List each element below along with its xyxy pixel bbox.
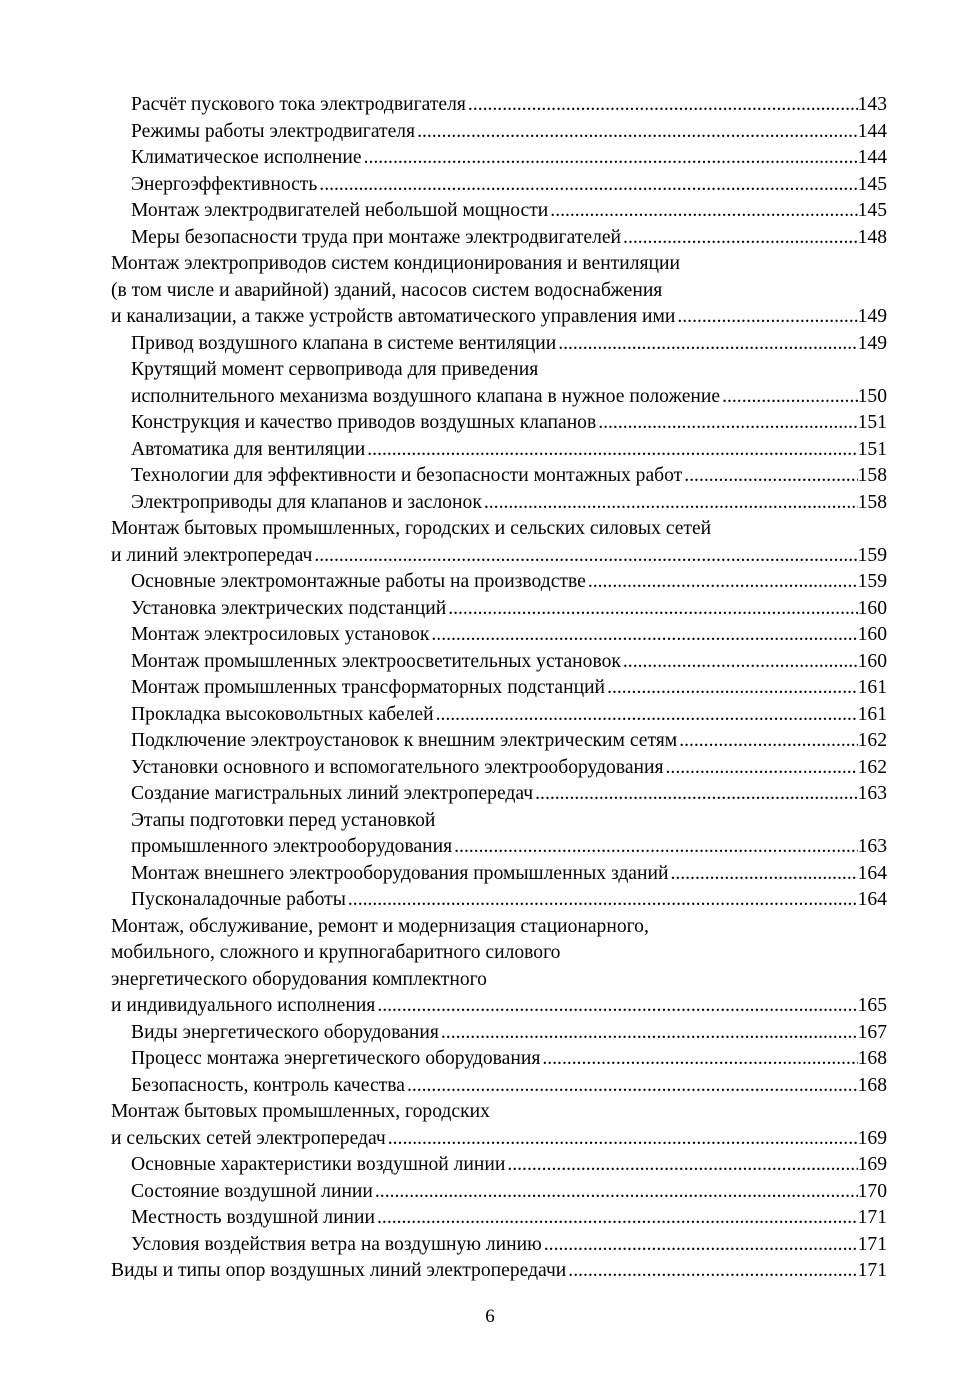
toc-entry-title-line: Виды и типы опор воздушных линий электропередачи xyxy=(111,1260,567,1281)
dot-leader xyxy=(386,1126,858,1153)
toc-entry-title-line: Монтаж электродвигателей небольшой мощности xyxy=(131,200,549,221)
toc-entry[interactable] xyxy=(111,622,887,649)
toc-page-number: 144 xyxy=(857,120,887,142)
toc-entry[interactable] xyxy=(111,755,887,782)
toc-entry[interactable] xyxy=(111,1205,887,1232)
toc-entry[interactable] xyxy=(111,781,887,808)
toc-entry-title-line: Установка электрических подстанций xyxy=(131,597,447,619)
toc-entry[interactable] xyxy=(111,92,887,119)
toc-entry-title-line: Основные электромонтажные работы на производстве xyxy=(131,571,586,592)
toc-page-number: 151 xyxy=(857,412,887,433)
toc-page-number: 168 xyxy=(857,1074,887,1096)
toc-page-number: 143 xyxy=(857,94,887,115)
toc-page-number: 165 xyxy=(857,995,887,1016)
toc-entry-title-line: Монтаж бытовых промышленных, городских xyxy=(111,1101,490,1122)
dot-leader xyxy=(621,649,858,676)
toc-page-number: 169 xyxy=(857,1127,887,1149)
toc-entry[interactable] xyxy=(111,1152,887,1179)
toc-page-number: 150 xyxy=(857,385,887,407)
toc-entry-title-line: Монтаж электроприводов систем кондиционирования и вентиляции xyxy=(111,253,680,274)
toc-page-number: 169 xyxy=(857,1154,887,1175)
toc-entry[interactable] xyxy=(111,331,887,358)
dot-leader xyxy=(439,1020,858,1047)
toc-entry[interactable] xyxy=(111,1046,887,1073)
toc-entry[interactable] xyxy=(111,1258,887,1285)
toc-entry-title-line: Основные характеристики воздушной линии xyxy=(131,1154,506,1175)
dot-leader xyxy=(677,728,857,755)
toc-entry-title-line: Монтаж электросиловых установок xyxy=(131,624,430,645)
toc-entry[interactable] xyxy=(111,914,887,1020)
toc-entry-title-line: Безопасность, контроль качества xyxy=(131,1074,405,1096)
dot-leader xyxy=(621,225,858,252)
toc-entry-title-line: (в том числе и аварийной) зданий, насосов систем водоснабжения xyxy=(111,279,663,301)
page-number: 6 xyxy=(485,1306,495,1327)
toc-entry[interactable] xyxy=(111,172,887,199)
dot-leader xyxy=(405,1073,858,1100)
dot-leader xyxy=(312,543,857,570)
toc-page-number: 161 xyxy=(857,677,887,698)
toc-entry[interactable] xyxy=(111,251,887,331)
dot-leader xyxy=(346,887,858,914)
toc-page-number: 144 xyxy=(857,147,887,168)
toc-page-number: 162 xyxy=(857,756,887,778)
toc-entry[interactable] xyxy=(111,490,887,517)
toc-entry[interactable] xyxy=(111,1020,887,1047)
toc-entry-title-line: исполнительного механизма воздушного клапана в нужное положение xyxy=(131,385,721,407)
toc-entry-title-line: Процесс монтажа энергетического оборудования xyxy=(131,1048,541,1069)
toc-entry-title-line: Крутящий момент сервопривода для приведения xyxy=(131,359,539,380)
dot-leader xyxy=(317,172,857,199)
toc-entry-title-line: и сельских сетей электропередач xyxy=(111,1127,386,1149)
toc-page-number: 159 xyxy=(857,544,887,566)
dot-leader xyxy=(415,119,858,146)
dot-leader xyxy=(566,1258,857,1285)
toc-entry-title-line: Этапы подготовки перед установкой xyxy=(131,809,436,831)
toc-entry[interactable] xyxy=(111,198,887,225)
dot-leader xyxy=(682,463,857,490)
toc-page-number: 167 xyxy=(857,1021,887,1043)
dot-leader xyxy=(675,304,857,331)
dot-leader xyxy=(505,1152,857,1179)
toc-entry-title-line: Климатическое исполнение xyxy=(131,147,362,168)
toc-page-number: 145 xyxy=(857,200,887,221)
dot-leader xyxy=(466,92,858,119)
toc-entry-title-line: Меры безопасности труда при монтаже электродвигателей xyxy=(131,226,622,248)
dot-leader xyxy=(668,861,857,888)
dot-leader xyxy=(540,1046,857,1073)
toc-entry[interactable] xyxy=(111,410,887,437)
toc-page-number: 170 xyxy=(857,1180,887,1202)
toc-entry-title-line: и индивидуального исполнения xyxy=(111,995,376,1016)
toc-entry[interactable] xyxy=(111,437,887,464)
toc-entry-title-line: Состояние воздушной линии xyxy=(131,1180,373,1202)
toc-entry[interactable] xyxy=(111,1232,887,1259)
toc-page-number: 161 xyxy=(857,703,887,725)
toc-entry-title-line: энергетического оборудования комплектного xyxy=(111,968,487,990)
toc-entry[interactable] xyxy=(111,225,887,252)
dot-leader xyxy=(556,331,857,358)
toc-entry-title-line: Энергоэффективность xyxy=(131,173,318,195)
toc-entry[interactable] xyxy=(111,1073,887,1100)
toc-page-number: 160 xyxy=(857,624,887,645)
toc-page-number: 171 xyxy=(857,1233,887,1255)
toc-entry-title-line: Монтаж промышленных электроосветительных установок xyxy=(131,650,621,672)
toc-entry-title-line: Монтаж промышленных трансформаторных подстанций xyxy=(131,677,606,698)
toc-entry-title-line: Автоматика для вентиляции xyxy=(131,438,366,460)
table-of-contents xyxy=(111,92,887,1285)
toc-entry-title-line: Электроприводы для клапанов и заслонок xyxy=(131,491,482,513)
toc-page-number: 149 xyxy=(857,306,887,327)
toc-entry-title-line: Создание магистральных линий электропередач xyxy=(131,783,534,804)
toc-entry[interactable] xyxy=(111,463,887,490)
dot-leader xyxy=(375,1205,858,1232)
toc-entry-title-line: Виды энергетического оборудования xyxy=(131,1021,439,1043)
toc-page-number: 159 xyxy=(857,571,887,592)
toc-entry-title-line: Прокладка высоковольтных кабелей xyxy=(131,703,434,725)
toc-entry-title-line: Режимы работы электродвигателя xyxy=(131,120,416,142)
toc-page-number: 148 xyxy=(857,226,887,248)
dot-leader xyxy=(720,384,858,411)
toc-page-number: 164 xyxy=(857,889,887,910)
dot-leader xyxy=(548,198,857,225)
toc-page-number: 151 xyxy=(857,438,887,460)
dot-leader xyxy=(586,569,858,596)
dot-leader xyxy=(533,781,857,808)
toc-entry-title-line: Конструкция и качество приводов воздушных клапанов xyxy=(131,412,597,433)
toc-entry-title-line: Привод воздушного клапана в системе вентиляции xyxy=(131,332,557,354)
toc-entry-title-line: Местность воздушной линии xyxy=(131,1207,376,1228)
toc-entry[interactable] xyxy=(111,808,887,861)
toc-page-number: 171 xyxy=(857,1260,887,1281)
toc-entry[interactable] xyxy=(111,675,887,702)
toc-page-number: 149 xyxy=(857,332,887,354)
toc-entry-title-line: Технологии для эффективности и безопасности монтажных работ xyxy=(131,465,683,486)
dot-leader xyxy=(542,1232,858,1259)
toc-entry[interactable] xyxy=(111,1099,887,1152)
dot-leader xyxy=(452,834,857,861)
dot-leader xyxy=(362,145,858,172)
toc-entry[interactable] xyxy=(111,569,887,596)
toc-entry-title-line: Расчёт пускового тока электродвигателя xyxy=(131,94,466,115)
toc-entry-title-line: Монтаж, обслуживание, ремонт и модернизация стационарного, xyxy=(111,915,649,937)
dot-leader xyxy=(482,490,858,517)
dot-leader xyxy=(434,702,858,729)
toc-page-number: 163 xyxy=(857,836,887,857)
toc-entry[interactable] xyxy=(111,887,887,914)
toc-page-number: 158 xyxy=(857,491,887,513)
toc-entry[interactable] xyxy=(111,596,887,623)
toc-entry[interactable] xyxy=(111,119,887,146)
dot-leader xyxy=(429,622,857,649)
dot-leader xyxy=(605,675,858,702)
toc-page-number: 162 xyxy=(857,730,887,751)
toc-entry-title-line: и линий электропередач xyxy=(111,544,313,566)
toc-entry-title-line: и канализации, а также устройств автоматического управления ими xyxy=(111,306,676,327)
dot-leader xyxy=(596,410,857,437)
toc-entry-title-line: Пусконаладочные работы xyxy=(131,889,346,910)
toc-entry-title-line: Монтаж бытовых промышленных, городских и сельских силовых сетей xyxy=(111,518,712,539)
toc-entry[interactable] xyxy=(111,649,887,676)
dot-leader xyxy=(664,755,858,782)
dot-leader xyxy=(446,596,857,623)
toc-page-number: 168 xyxy=(857,1048,887,1069)
toc-page-number: 145 xyxy=(857,173,887,195)
toc-page-number: 160 xyxy=(857,597,887,619)
toc-entry[interactable] xyxy=(111,1179,887,1206)
toc-entry-title-line: промышленного электрооборудования xyxy=(131,836,453,857)
toc-page-number: 164 xyxy=(857,862,887,884)
toc-entry[interactable] xyxy=(111,357,887,410)
toc-entry-title-line: Условия воздействия ветра на воздушную линию xyxy=(131,1233,542,1255)
toc-entry[interactable] xyxy=(111,702,887,729)
toc-entry[interactable] xyxy=(111,145,887,172)
toc-page-number: 163 xyxy=(857,783,887,804)
toc-page-number: 158 xyxy=(857,465,887,486)
dot-leader xyxy=(375,993,857,1020)
toc-page-number: 160 xyxy=(857,650,887,672)
toc-entry-title-line: Установки основного и вспомогательного электрооборудования xyxy=(131,756,664,778)
toc-entry[interactable] xyxy=(111,516,887,569)
toc-entry[interactable] xyxy=(111,861,887,888)
toc-entry-title-line: мобильного, сложного и крупногабаритного силового xyxy=(111,942,561,963)
dot-leader xyxy=(373,1179,858,1206)
dot-leader xyxy=(365,437,857,464)
toc-page-number: 171 xyxy=(857,1207,887,1228)
toc-entry[interactable] xyxy=(111,728,887,755)
toc-entry-title-line: Монтаж внешнего электрооборудования промышленных зданий xyxy=(131,862,669,884)
toc-entry-title-line: Подключение электроустановок к внешним электрическим сетям xyxy=(131,730,678,751)
